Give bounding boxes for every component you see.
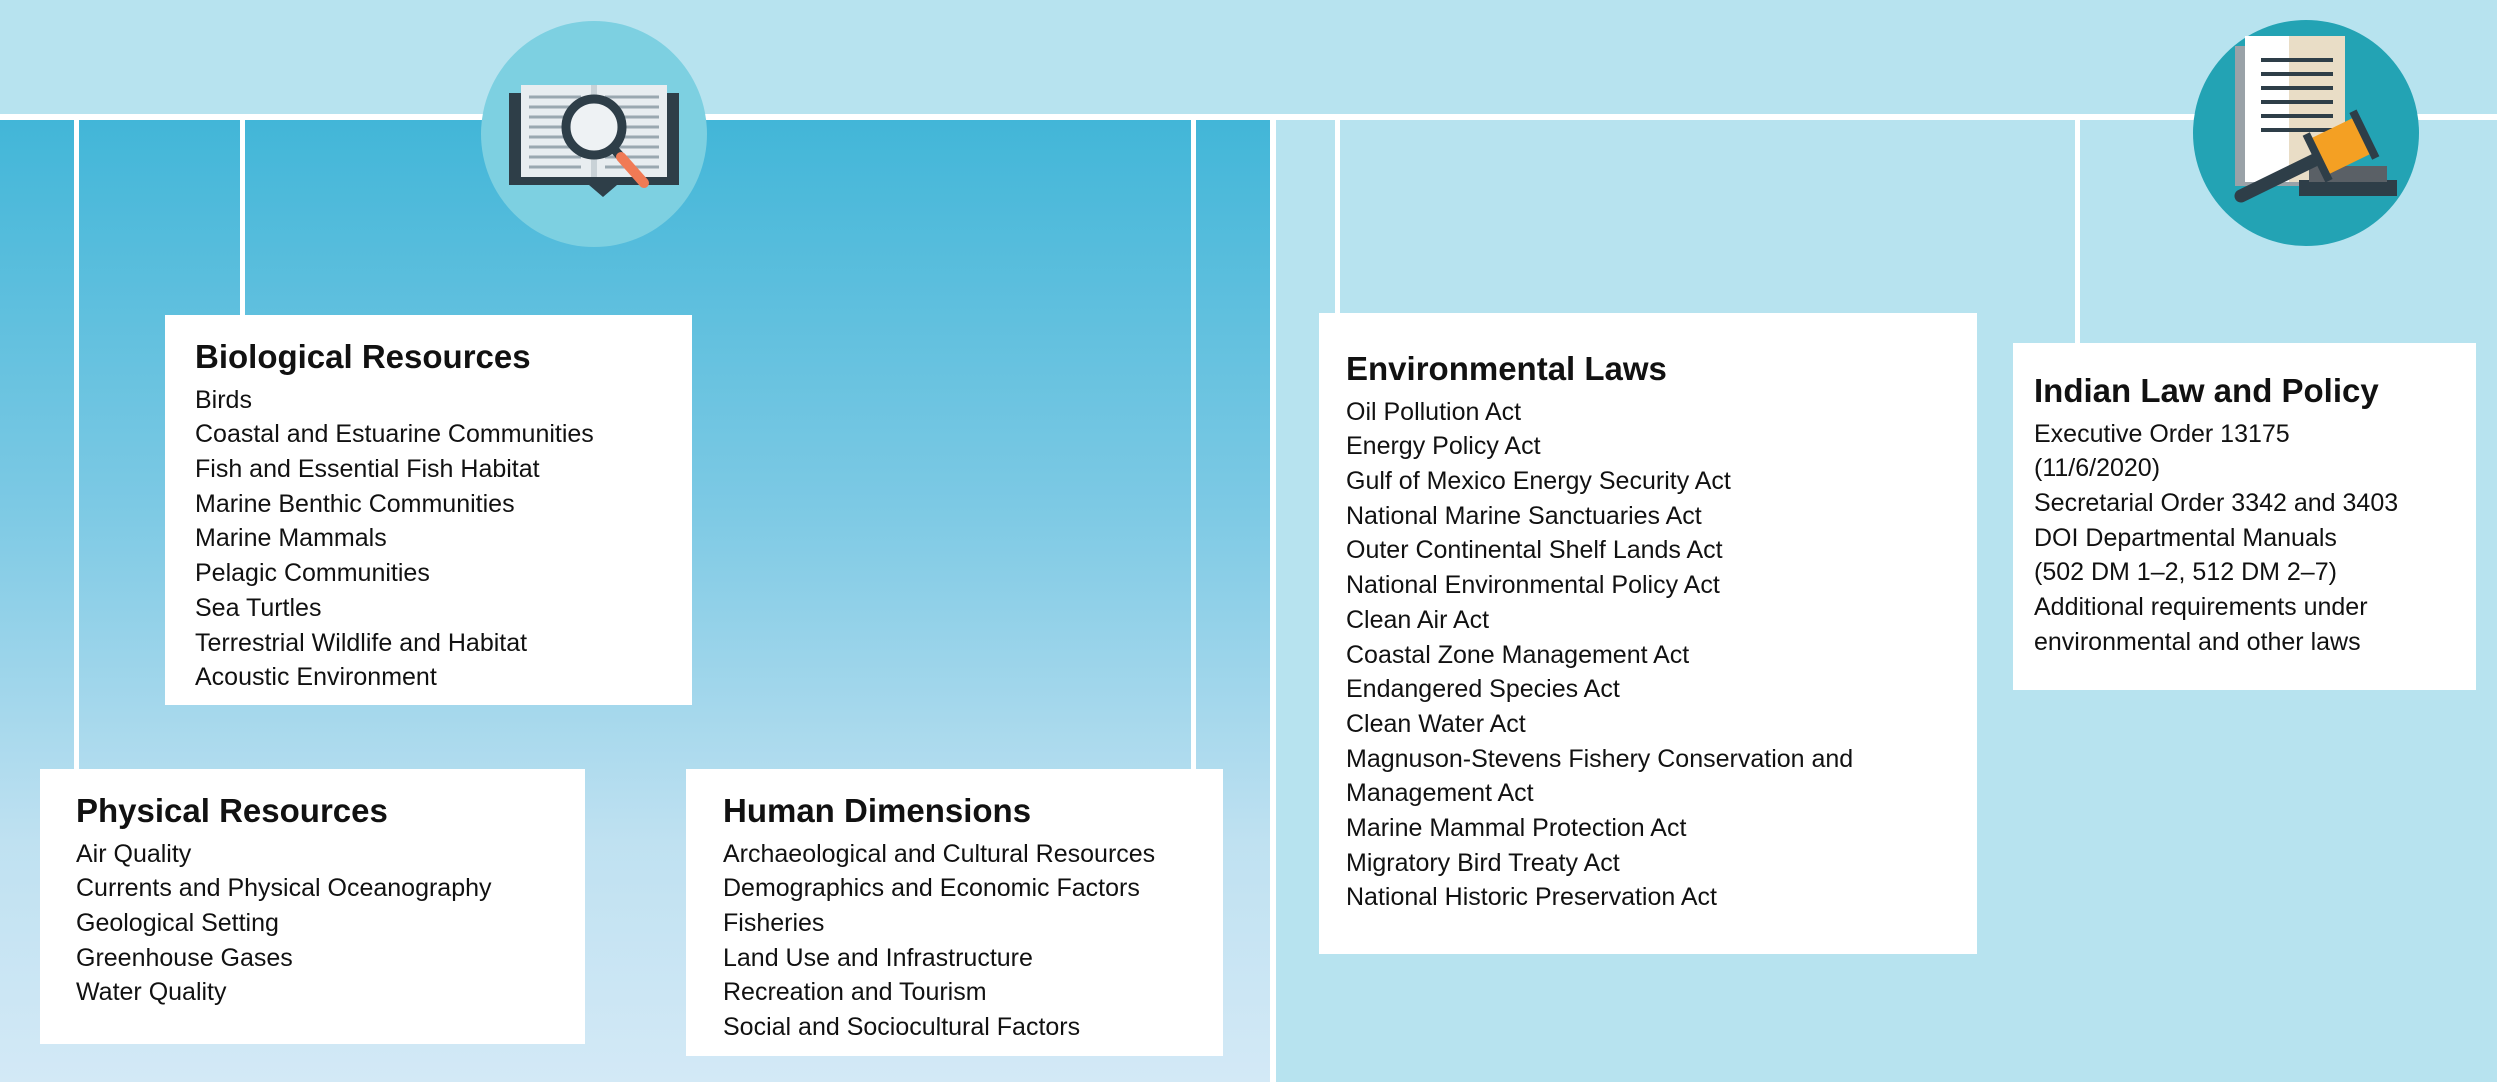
list-item: Migratory Bird Treaty Act xyxy=(1346,848,1620,877)
list-item: Clean Water Act xyxy=(1346,709,1526,738)
item-list xyxy=(195,383,662,695)
list-item: Marine Mammal Protection Act xyxy=(1346,814,1687,843)
list-item: Pelagic Communities xyxy=(195,559,430,588)
list-item: Oil Pollution Act xyxy=(1346,397,1522,426)
list-item: Fish and Essential Fish Habitat xyxy=(195,455,540,483)
list-item: Gulf of Mexico Energy Security Act xyxy=(1346,467,1731,495)
list-item: Energy Policy Act xyxy=(1346,432,1541,461)
connector-biological xyxy=(240,117,245,315)
list-item: Marine Mammals xyxy=(195,524,387,553)
card-title: Human Dimensions xyxy=(723,792,1032,829)
list-item: Social and Sociocultural Factors xyxy=(723,1013,1081,1042)
book-magnifier-icon xyxy=(481,21,707,247)
environmental-laws-card xyxy=(1319,313,1977,954)
list-item: Geological Setting xyxy=(76,909,279,937)
list-item: Management Act xyxy=(1346,779,1534,808)
list-item: DOI Departmental Manuals xyxy=(2034,523,2337,552)
list-item: Fisheries xyxy=(723,909,825,937)
item-list xyxy=(76,837,555,1011)
list-item: Coastal Zone Management Act xyxy=(1346,640,1690,669)
item-list xyxy=(1346,395,1947,916)
top-background-band xyxy=(0,0,2497,116)
list-item: National Marine Sanctuaries Act xyxy=(1346,501,1702,530)
connector-indian xyxy=(2075,117,2080,345)
list-item: Greenhouse Gases xyxy=(76,943,293,972)
list-item: Birds xyxy=(195,385,252,414)
list-item: (502 DM 1–2, 512 DM 2–7) xyxy=(2034,558,2337,587)
list-item: Terrestrial Wildlife and Habitat xyxy=(195,628,528,657)
list-item: Endangered Species Act xyxy=(1346,675,1620,704)
list-item: Magnuson-Stevens Fishery Conservation and xyxy=(1346,744,1854,773)
list-item: (11/6/2020) xyxy=(2034,454,2161,483)
list-item: Water Quality xyxy=(76,978,227,1007)
panel-divider xyxy=(1270,117,1276,1082)
list-item: Sea Turtles xyxy=(195,593,322,622)
indian-law-policy-card xyxy=(2013,343,2476,690)
card-title: Environmental Laws xyxy=(1346,350,1667,387)
list-item: Outer Continental Shelf Lands Act xyxy=(1346,536,1723,565)
list-item: Acoustic Environment xyxy=(195,663,437,692)
list-item: Clean Air Act xyxy=(1346,605,1490,634)
list-item: Additional requirements under xyxy=(2034,593,2368,622)
list-item: Executive Order 13175 xyxy=(2034,419,2290,448)
connector-environmental xyxy=(1335,117,1340,315)
connector-physical xyxy=(74,117,79,772)
list-item: National Historic Preservation Act xyxy=(1346,883,1717,912)
list-item: Coastal and Estuarine Communities xyxy=(195,420,594,449)
horizontal-connector xyxy=(0,114,2497,120)
card-title: Physical Resources xyxy=(76,792,388,829)
list-item: Recreation and Tourism xyxy=(723,978,987,1007)
list-item: Air Quality xyxy=(76,839,192,868)
connector-human xyxy=(1191,117,1196,772)
document-gavel-icon xyxy=(2193,20,2419,246)
item-list xyxy=(2034,417,2446,660)
list-item: National Environmental Policy Act xyxy=(1346,571,1720,600)
list-item: Marine Benthic Communities xyxy=(195,489,515,518)
list-item: Land Use and Infrastructure xyxy=(723,943,1033,972)
list-item: environmental and other laws xyxy=(2034,627,2361,656)
list-item: Demographics and Economic Factors xyxy=(723,874,1140,903)
physical-resources-card xyxy=(40,769,585,1044)
card-title: Indian Law and Policy xyxy=(2034,372,2379,409)
biological-resources-card xyxy=(165,315,692,705)
list-item: Currents and Physical Oceanography xyxy=(76,874,492,903)
item-list xyxy=(723,837,1193,1045)
list-item: Archaeological and Cultural Resources xyxy=(723,839,1156,868)
human-dimensions-card xyxy=(686,769,1223,1056)
list-item: Secretarial Order 3342 and 3403 xyxy=(2034,489,2399,517)
card-title: Biological Resources xyxy=(195,338,531,375)
